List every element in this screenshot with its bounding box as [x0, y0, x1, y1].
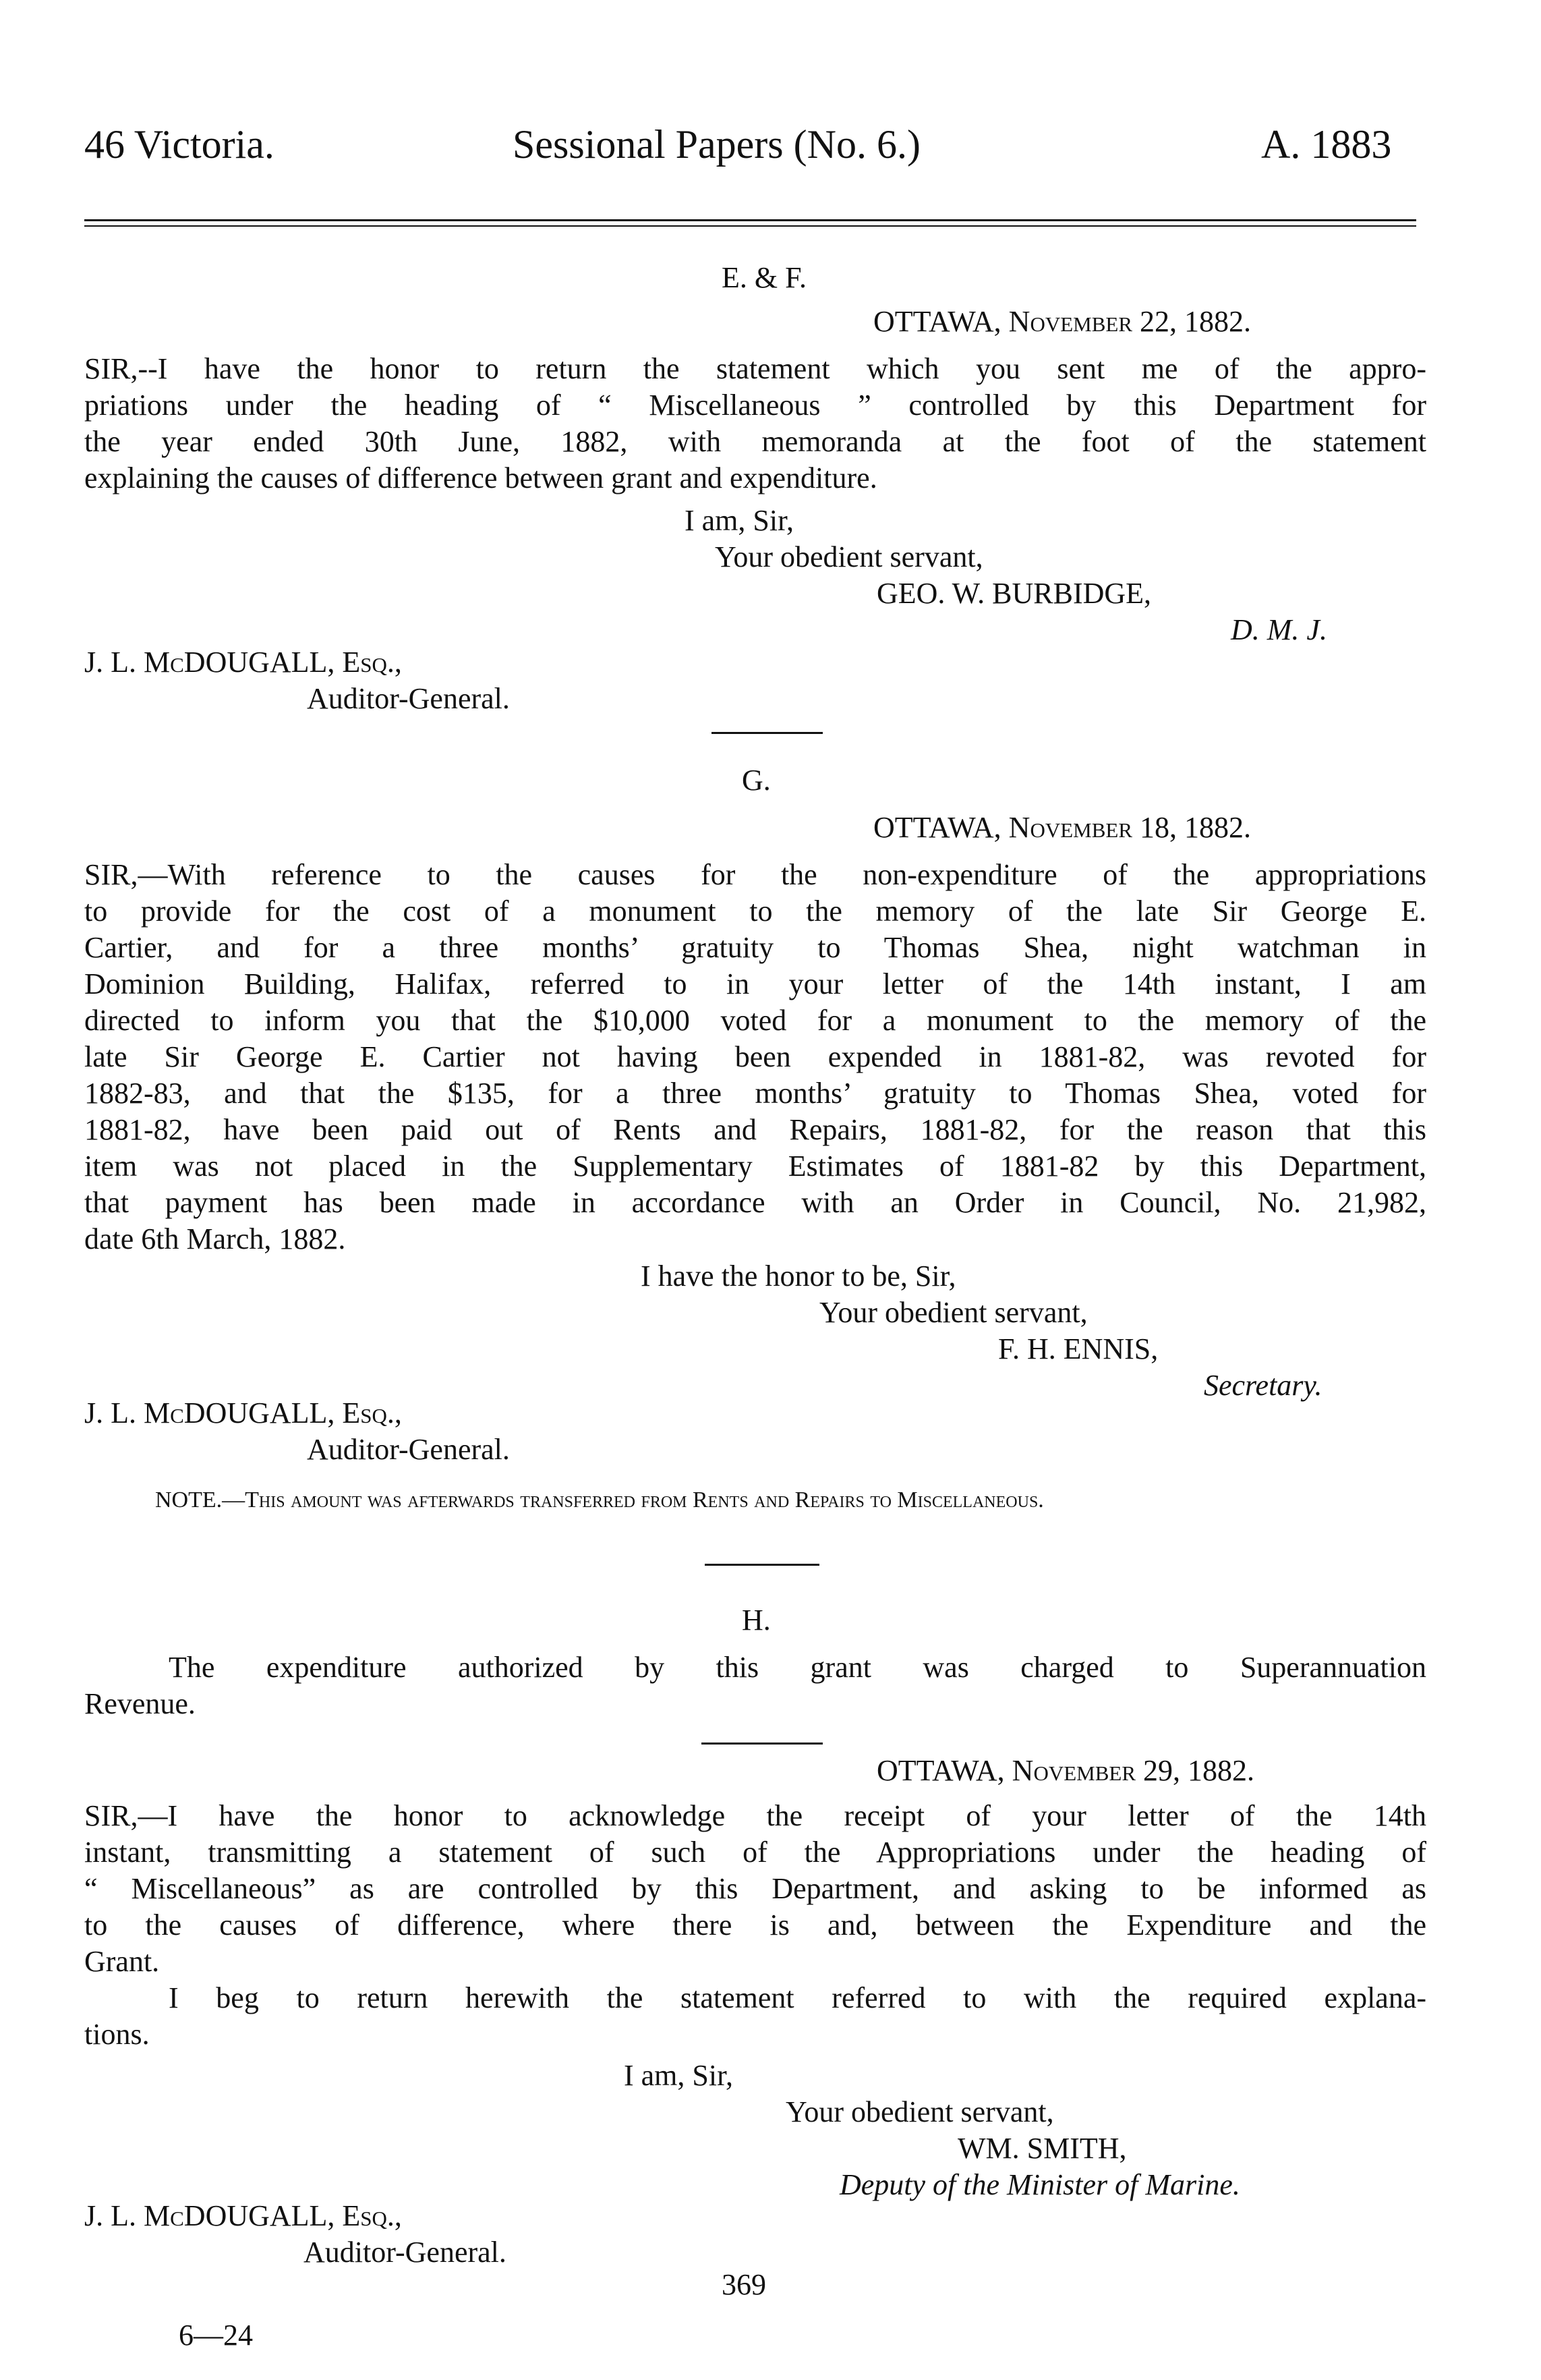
intro-h-line-1: The expenditure authorized by this grant was charged to Superannuation [169, 1651, 1426, 1684]
letter-g-line-4: Dominion Building, Halifax, referred to in your letter of the 14th instant, I am [84, 967, 1426, 1000]
dateline-ef: OTTAWA, November 22, 1882. [873, 305, 1252, 338]
closing-ef-2: Your obedient servant, [715, 540, 983, 573]
dateline-g: OTTAWA, November 18, 1882. [873, 811, 1252, 844]
signer-g: F. H. ENNIS, [998, 1332, 1159, 1365]
letter-g-line-10: that payment has been made in accordance with an Order in Council, No. 21,982, [84, 1186, 1426, 1219]
closing-g-2: Your obedient servant, [819, 1296, 1088, 1329]
section-heading-g: G. [742, 764, 771, 797]
intro-h-line-2: Revenue. [84, 1687, 196, 1720]
letter-g-line-1: SIR,—With reference to the causes for the non-expenditure of the appropriations [84, 858, 1426, 891]
addressee-g-1: J. L. McDOUGALL, Esq., [84, 1396, 402, 1429]
section-divider-2 [705, 1564, 819, 1566]
letter-h-line-4: to the causes of difference, where there is and, between the Expenditure and the [84, 1908, 1426, 1942]
letter-g-line-8: 1881-82, have been paid out of Rents and Repairs, 1881-82, for the reason that this [84, 1113, 1426, 1146]
signer-ef: GEO. W. BURBIDGE, [877, 577, 1152, 610]
letter-ef-line-2: priations under the heading of “ Miscellaneous ” controlled by this Department for [84, 389, 1426, 422]
signer-title-h: Deputy of the Minister of Marine. [840, 2168, 1240, 2201]
letter-h-line-1: SIR,—I have the honor to acknowledge the receipt of your letter of the 14th [84, 1799, 1426, 1832]
section-heading-ef: E. & F. [722, 261, 807, 294]
letter-g-line-2: to provide for the cost of a monument to the memory of the late Sir George E. [84, 895, 1426, 928]
letter-g-line-3: Cartier, and for a three months’ gratuity to Thomas Shea, night watchman in [84, 931, 1426, 964]
signer-title-ef: D. M. J. [1231, 613, 1327, 646]
header-year: A. 1883 [1261, 122, 1392, 167]
header-rule-bottom [84, 225, 1416, 227]
header-rule-top [84, 219, 1416, 221]
letter-g-line-9: item was not placed in the Supplementary Estimates of 1881-82 by this Department, [84, 1150, 1426, 1183]
addressee-ef-2: Auditor-General. [307, 682, 510, 715]
footnote-g: NOTE.—This amount was afterwards transferred from Rents and Repairs to Miscellaneous. [155, 1488, 1044, 1512]
addressee-h-2: Auditor-General. [303, 2236, 506, 2269]
letter-g-line-6: late Sir George E. Cartier not having been expended in 1881-82, was revoted for [84, 1040, 1426, 1073]
addressee-h-1: J. L. McDOUGALL, Esq., [84, 2199, 402, 2232]
header-title: Sessional Papers (No. 6.) [513, 122, 921, 167]
letter-ef-line-1: SIR,--I have the honor to return the statement which you sent me of the appro- [84, 352, 1426, 385]
signer-title-g: Secretary. [1204, 1369, 1322, 1402]
letter-h-line-6: I beg to return herewith the statement referred to with the required explana- [169, 1981, 1426, 2014]
closing-h-2: Your obedient servant, [786, 2095, 1054, 2128]
section-divider-1 [711, 732, 823, 734]
letter-h-line-2: instant, transmitting a statement of such of the Appropriations under the heading of [84, 1836, 1426, 1869]
letter-g-line-11: date 6th March, 1882. [84, 1222, 346, 1255]
closing-g-1: I have the honor to be, Sir, [641, 1259, 956, 1293]
page-number: 369 [722, 2268, 766, 2301]
signature-mark: 6—24 [179, 2319, 253, 2352]
dateline-h: OTTAWA, November 29, 1882. [877, 1754, 1255, 1787]
signer-h: WM. SMITH, [958, 2132, 1127, 2165]
section-heading-h: H. [742, 1604, 771, 1637]
addressee-ef-1: J. L. McDOUGALL, Esq., [84, 646, 402, 679]
section-divider-3 [701, 1743, 823, 1745]
letter-g-line-5: directed to inform you that the $10,000 voted for a monument to the memory of the [84, 1004, 1426, 1037]
letter-h-line-7: tions. [84, 2018, 150, 2051]
letter-h-line-3: “ Miscellaneous” as are controlled by this Department, and asking to be informed as [84, 1872, 1426, 1905]
closing-ef-1: I am, Sir, [685, 504, 794, 537]
addressee-g-2: Auditor-General. [307, 1433, 510, 1466]
letter-ef-line-4: explaining the causes of difference between grant and expenditure. [84, 461, 877, 494]
letter-ef-line-3: the year ended 30th June, 1882, with memoranda at the foot of the statement [84, 425, 1426, 458]
letter-g-line-7: 1882-83, and that the $135, for a three months’ gratuity to Thomas Shea, voted for [84, 1077, 1426, 1110]
letter-h-line-5: Grant. [84, 1945, 160, 1978]
closing-h-1: I am, Sir, [624, 2059, 733, 2092]
header-volume: 46 Victoria. [84, 122, 274, 167]
